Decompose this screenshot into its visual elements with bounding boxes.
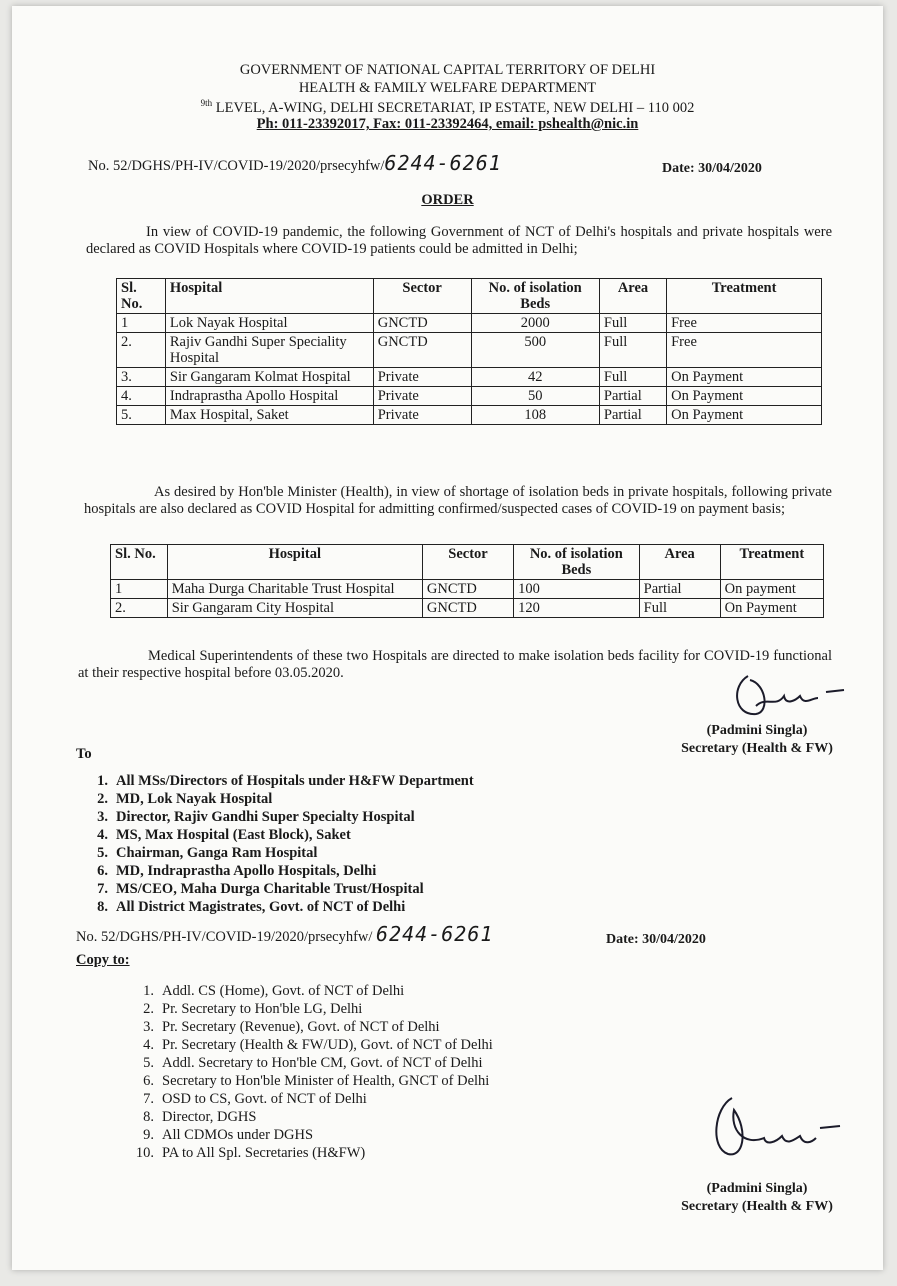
cell-beds: 120 [514, 599, 640, 618]
signatory-name: (Padmini Singla) [706, 1181, 808, 1196]
list-item: 6. MD, Indraprastha Apollo Hospitals, Delhi [97, 863, 377, 879]
cell-area: Full [599, 314, 666, 333]
list-item: 7. MS/CEO, Maha Durga Charitable Trust/Hospital [97, 881, 424, 897]
table-row [117, 314, 822, 333]
cell-hospital: Indraprastha Apollo Hospital [165, 387, 373, 406]
table-row [111, 599, 824, 618]
ref2-number [76, 922, 493, 946]
header-department: HEALTH & FAMILY WELFARE DEPARTMENT [298, 80, 597, 96]
cell-area: Partial [639, 580, 720, 599]
signature-mark [704, 1090, 844, 1170]
second-paragraph: As desired by Hon'ble Minister (Health), in view of shortage of isolation beds in private hospitals, following private hospitals are also declared as COVID Hospital for admitting confirmed/suspected cases of COVID-19 on payment basis; [84, 484, 832, 517]
cell-treatment: On payment [720, 580, 823, 599]
col-beds: No. of isolation Beds [514, 545, 640, 580]
ref2-date: Date: 30/04/2020 [606, 932, 706, 947]
list-item: 7. OSD to CS, Govt. of NCT of Delhi [143, 1091, 367, 1107]
list-item: 8. Director, DGHS [143, 1109, 257, 1125]
table-row [117, 387, 822, 406]
additional-covid-hospitals-table [110, 544, 824, 618]
cell-treatment: On Payment [720, 599, 823, 618]
col-treatment: Treatment [667, 279, 822, 314]
col-sl-no: Sl. No. [111, 545, 168, 580]
list-item: 3. Pr. Secretary (Revenue), Govt. of NCT of Delhi [143, 1019, 440, 1035]
header-address-text: LEVEL, A-WING, DELHI SECRETARIAT, IP ESTATE, NEW DELHI – 110 002 [212, 99, 695, 116]
table-header-row [117, 279, 822, 314]
ref-number-text: No. 52/DGHS/PH-IV/COVID-19/2020/prsecyhfw/ [88, 158, 385, 174]
document-page [12, 6, 883, 1270]
cell-sl: 1 [117, 314, 166, 333]
list-item: 4. Pr. Secretary (Health & FW/UD), Govt. of NCT of Delhi [143, 1037, 493, 1053]
table-row [111, 580, 824, 599]
cell-hospital: Maha Durga Charitable Trust Hospital [167, 580, 422, 599]
list-item: 6. Secretary to Hon'ble Minister of Health, GNCT of Delhi [143, 1073, 490, 1089]
col-area: Area [639, 545, 720, 580]
cell-sector: Private [373, 387, 471, 406]
copy-to-label: Copy to: [76, 952, 130, 968]
cell-sector: GNCTD [422, 580, 513, 599]
table-row [117, 368, 822, 387]
list-item: 2. MD, Lok Nayak Hospital [97, 791, 273, 807]
ref2-number-text: No. 52/DGHS/PH-IV/COVID-19/2020/prsecyhfw/ [76, 929, 377, 945]
col-beds: No. of isolation Beds [471, 279, 599, 314]
signature2-block [662, 1180, 852, 1216]
cell-area: Partial [599, 406, 666, 425]
cell-hospital: Sir Gangaram Kolmat Hospital [165, 368, 373, 387]
signatory-name: (Padmini Singla) [706, 723, 808, 738]
cell-treatment: Free [667, 333, 822, 368]
list-item: 1. Addl. CS (Home), Govt. of NCT of Delhi [143, 983, 405, 999]
cell-treatment: On Payment [667, 406, 822, 425]
col-sector: Sector [422, 545, 513, 580]
table-row [117, 406, 822, 425]
order-title: ORDER [421, 192, 474, 208]
directive-paragraph: Medical Superintendents of these two Hospitals are directed to make isolation beds facility for COVID-19 functional at their respective hospital before 03.05.2020. [78, 648, 832, 681]
list-item: 2. Pr. Secretary to Hon'ble LG, Delhi [143, 1001, 363, 1017]
cell-area: Full [599, 368, 666, 387]
cell-sector: GNCTD [373, 314, 471, 333]
col-treatment: Treatment [720, 545, 823, 580]
ref-date: Date: 30/04/2020 [662, 161, 762, 176]
cell-sl: 5. [117, 406, 166, 425]
cell-hospital: Sir Gangaram City Hospital [167, 599, 422, 618]
cell-area: Full [599, 333, 666, 368]
col-sector: Sector [373, 279, 471, 314]
covid-hospitals-table [116, 278, 822, 425]
cell-sl: 1 [111, 580, 168, 599]
col-hospital: Hospital [167, 545, 422, 580]
cell-treatment: On Payment [667, 387, 822, 406]
cell-beds: 50 [471, 387, 599, 406]
cell-area: Full [639, 599, 720, 618]
signatory-title: Secretary (Health & FW) [681, 1199, 833, 1214]
signatory-title: Secretary (Health & FW) [681, 741, 833, 756]
col-sl-no: Sl. No. [117, 279, 166, 314]
signature-mark [726, 666, 846, 726]
cell-sl: 2. [111, 599, 168, 618]
cell-sl: 4. [117, 387, 166, 406]
cell-sector: Private [373, 406, 471, 425]
cell-area: Partial [599, 387, 666, 406]
cell-sl: 3. [117, 368, 166, 387]
cell-sector: GNCTD [422, 599, 513, 618]
cell-hospital: Lok Nayak Hospital [165, 314, 373, 333]
cell-beds: 100 [514, 580, 640, 599]
ref-number [88, 151, 502, 175]
list-item: 3. Director, Rajiv Gandhi Super Specialty Hospital [97, 809, 415, 825]
list-item: 5. Chairman, Ganga Ram Hospital [97, 845, 318, 861]
ref2-handwritten-number: 6244-6261 [376, 922, 494, 946]
cell-sl: 2. [117, 333, 166, 368]
header-government: GOVERNMENT OF NATIONAL CAPITAL TERRITORY OF DELHI [239, 62, 656, 78]
table-header-row [111, 545, 824, 580]
list-item: 10. PA to All Spl. Secretaries (H&FW) [135, 1145, 366, 1161]
cell-beds: 42 [471, 368, 599, 387]
cell-treatment: Free [667, 314, 822, 333]
cell-treatment: On Payment [667, 368, 822, 387]
col-hospital: Hospital [165, 279, 373, 314]
cell-hospital: Max Hospital, Saket [165, 406, 373, 425]
list-item: 9. All CDMOs under DGHS [143, 1127, 314, 1143]
cell-beds: 108 [471, 406, 599, 425]
ref-handwritten-number: 6244-6261 [384, 151, 502, 175]
signature1-block [662, 722, 852, 758]
copy-to-list [124, 982, 493, 1162]
intro-paragraph: In view of COVID-19 pandemic, the following Government of NCT of Delhi's hospitals and private hospitals were declared as COVID Hospitals where COVID-19 patients could be admitted in Delhi; [86, 224, 832, 257]
col-area: Area [599, 279, 666, 314]
list-item: 5. Addl. Secretary to Hon'ble CM, Govt. of NCT of Delhi [143, 1055, 483, 1071]
header-address-level: 9th [200, 98, 213, 108]
to-label: To [76, 746, 92, 762]
list-item: 8. All District Magistrates, Govt. of NCT of Delhi [97, 899, 406, 915]
cell-sector: GNCTD [373, 333, 471, 368]
cell-beds: 500 [471, 333, 599, 368]
header-contact: Ph: 011-23392017, Fax: 011-23392464, email: pshealth@nic.in [256, 116, 639, 132]
cell-beds: 2000 [471, 314, 599, 333]
to-list [78, 772, 474, 916]
cell-hospital: Rajiv Gandhi Super Speciality Hospital [165, 333, 373, 368]
list-item: 4. MS, Max Hospital (East Block), Saket [97, 827, 351, 843]
header-address [12, 98, 883, 117]
list-item: 1. All MSs/Directors of Hospitals under H&FW Department [97, 773, 474, 789]
cell-sector: Private [373, 368, 471, 387]
table-row [117, 333, 822, 368]
